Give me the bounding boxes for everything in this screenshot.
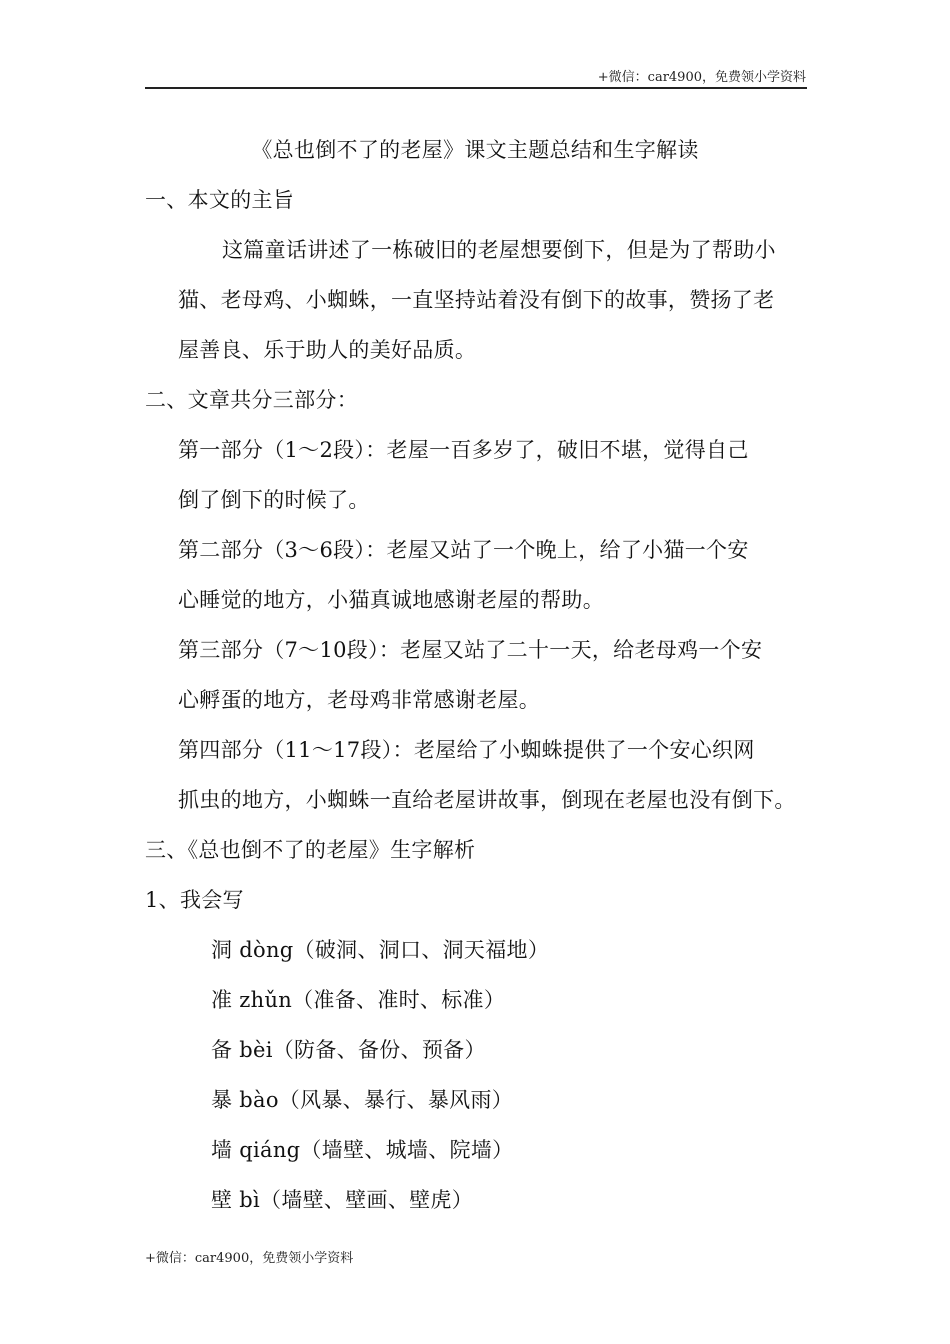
section2-line-7: 第四部分（11～17段）：老屋给了小蜘蛛提供了一个安心织网 (178, 738, 755, 762)
char-item: 墙 qiáng（墙壁、城墙、院墙） (211, 1138, 514, 1162)
section3-heading: 三、《总也倒不了的老屋》生字解析 (145, 838, 476, 862)
section2-line-3: 第二部分（3～6段）：老屋又站了一个晚上，给了小猫一个安 (178, 538, 749, 562)
section2-heading: 二、文章共分三部分： (145, 388, 358, 412)
section2-line-2: 倒了倒下的时候了。 (178, 488, 370, 512)
header-rule (145, 87, 807, 89)
section1-line-2: 猫、老母鸡、小蜘蛛，一直坚持站着没有倒下的故事，赞扬了老 (178, 288, 775, 312)
section2-line-8: 抓虫的地方，小蜘蛛一直给老屋讲故事，倒现在老屋也没有倒下。 (178, 788, 796, 812)
section2-line-5: 第三部分（7～10段）：老屋又站了二十一天，给老母鸡一个安 (178, 638, 763, 662)
section2-line-4: 心睡觉的地方，小猫真诚地感谢老屋的帮助。 (178, 588, 604, 612)
section1-line-3: 屋善良、乐于助人的美好品质。 (178, 338, 477, 362)
char-item: 暴 bào（风暴、暴行、暴风雨） (211, 1088, 514, 1112)
char-item: 洞 dòng（破洞、洞口、洞天福地） (211, 938, 550, 962)
section1-line-1: 这篇童话讲述了一栋破旧的老屋想要倒下，但是为了帮助小 (222, 238, 776, 262)
header-watermark: +微信：car4900，免费领小学资料 (597, 70, 806, 85)
section2-line-6: 心孵蛋的地方，老母鸡非常感谢老屋。 (178, 688, 541, 712)
char-item: 准 zhǔn（准备、准时、标准） (211, 988, 506, 1012)
section2-line-1: 第一部分（1～2段）：老屋一百多岁了，破旧不堪，觉得自己 (178, 438, 749, 462)
footer-watermark: +微信：car4900，免费领小学资料 (145, 1251, 354, 1266)
char-item: 壁 bì（墙壁、壁画、壁虎） (211, 1188, 474, 1212)
section3-subheading: 1、我会写 (145, 888, 244, 912)
section1-heading: 一、本文的主旨 (145, 188, 295, 212)
char-item: 备 bèi（防备、备份、预备） (211, 1038, 486, 1062)
document-title: 《总也倒不了的老屋》课文主题总结和生字解读 (251, 138, 699, 162)
